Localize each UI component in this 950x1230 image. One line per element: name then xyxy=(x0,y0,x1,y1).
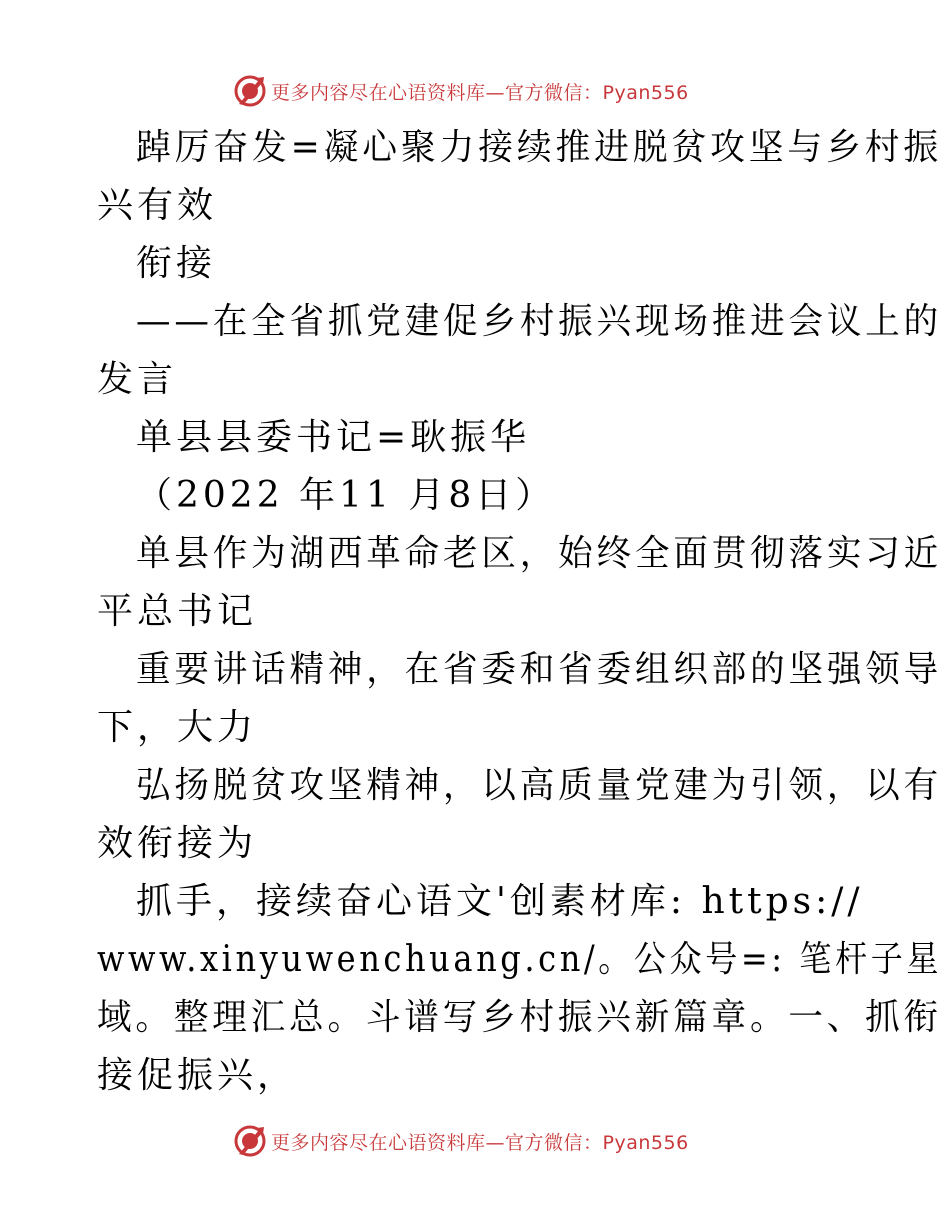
document-line: 兴有效 xyxy=(97,185,218,226)
document-line: 接促振兴， xyxy=(97,1055,298,1096)
document-line: 下，大力 xyxy=(97,707,258,748)
watermark-text: 更多内容尽在心语资料库—官方微信：Pyan556 xyxy=(271,1131,689,1154)
document-line: 重要讲话精神，在省委和省委组织部的坚强领导 xyxy=(136,649,942,690)
quill-seal-icon xyxy=(233,74,267,108)
document-line: 效衔接为 xyxy=(97,823,258,864)
document-line: 单县作为湖西革命老区，始终全面贯彻落实习近 xyxy=(136,533,942,574)
document-line: 踔厉奋发=凝心聚力接续推进脱贫攻坚与乡村振 xyxy=(136,127,942,168)
document-line: 单县县委书记=耿振华 xyxy=(136,417,531,458)
document-line: 平总书记 xyxy=(97,591,258,632)
document-line: www.xinyuwenchuang.cn/。公众号=: 笔杆子星 xyxy=(97,939,942,980)
header-watermark-banner xyxy=(233,74,689,108)
document-line: ——在全省抓党建促乡村振兴现场推进会议上的 xyxy=(136,301,942,342)
document-line: 发言 xyxy=(97,359,178,400)
watermark-text: 更多内容尽在心语资料库—官方微信：Pyan556 xyxy=(271,81,689,104)
quill-seal-icon xyxy=(233,1124,267,1158)
document-line: （2022 年11 月8日） xyxy=(136,475,556,516)
document-line: 衔接 xyxy=(136,243,217,284)
footer-watermark-banner xyxy=(233,1124,689,1158)
document-line: 域。整理汇总。斗谱写乡村振兴新篇章。一、抓衔 xyxy=(97,997,942,1038)
document-line: 抓手，接续奋心语文'创素材库: https:// xyxy=(136,881,864,922)
document-line: 弘扬脱贫攻坚精神，以高质量党建为引领，以有 xyxy=(136,765,942,806)
